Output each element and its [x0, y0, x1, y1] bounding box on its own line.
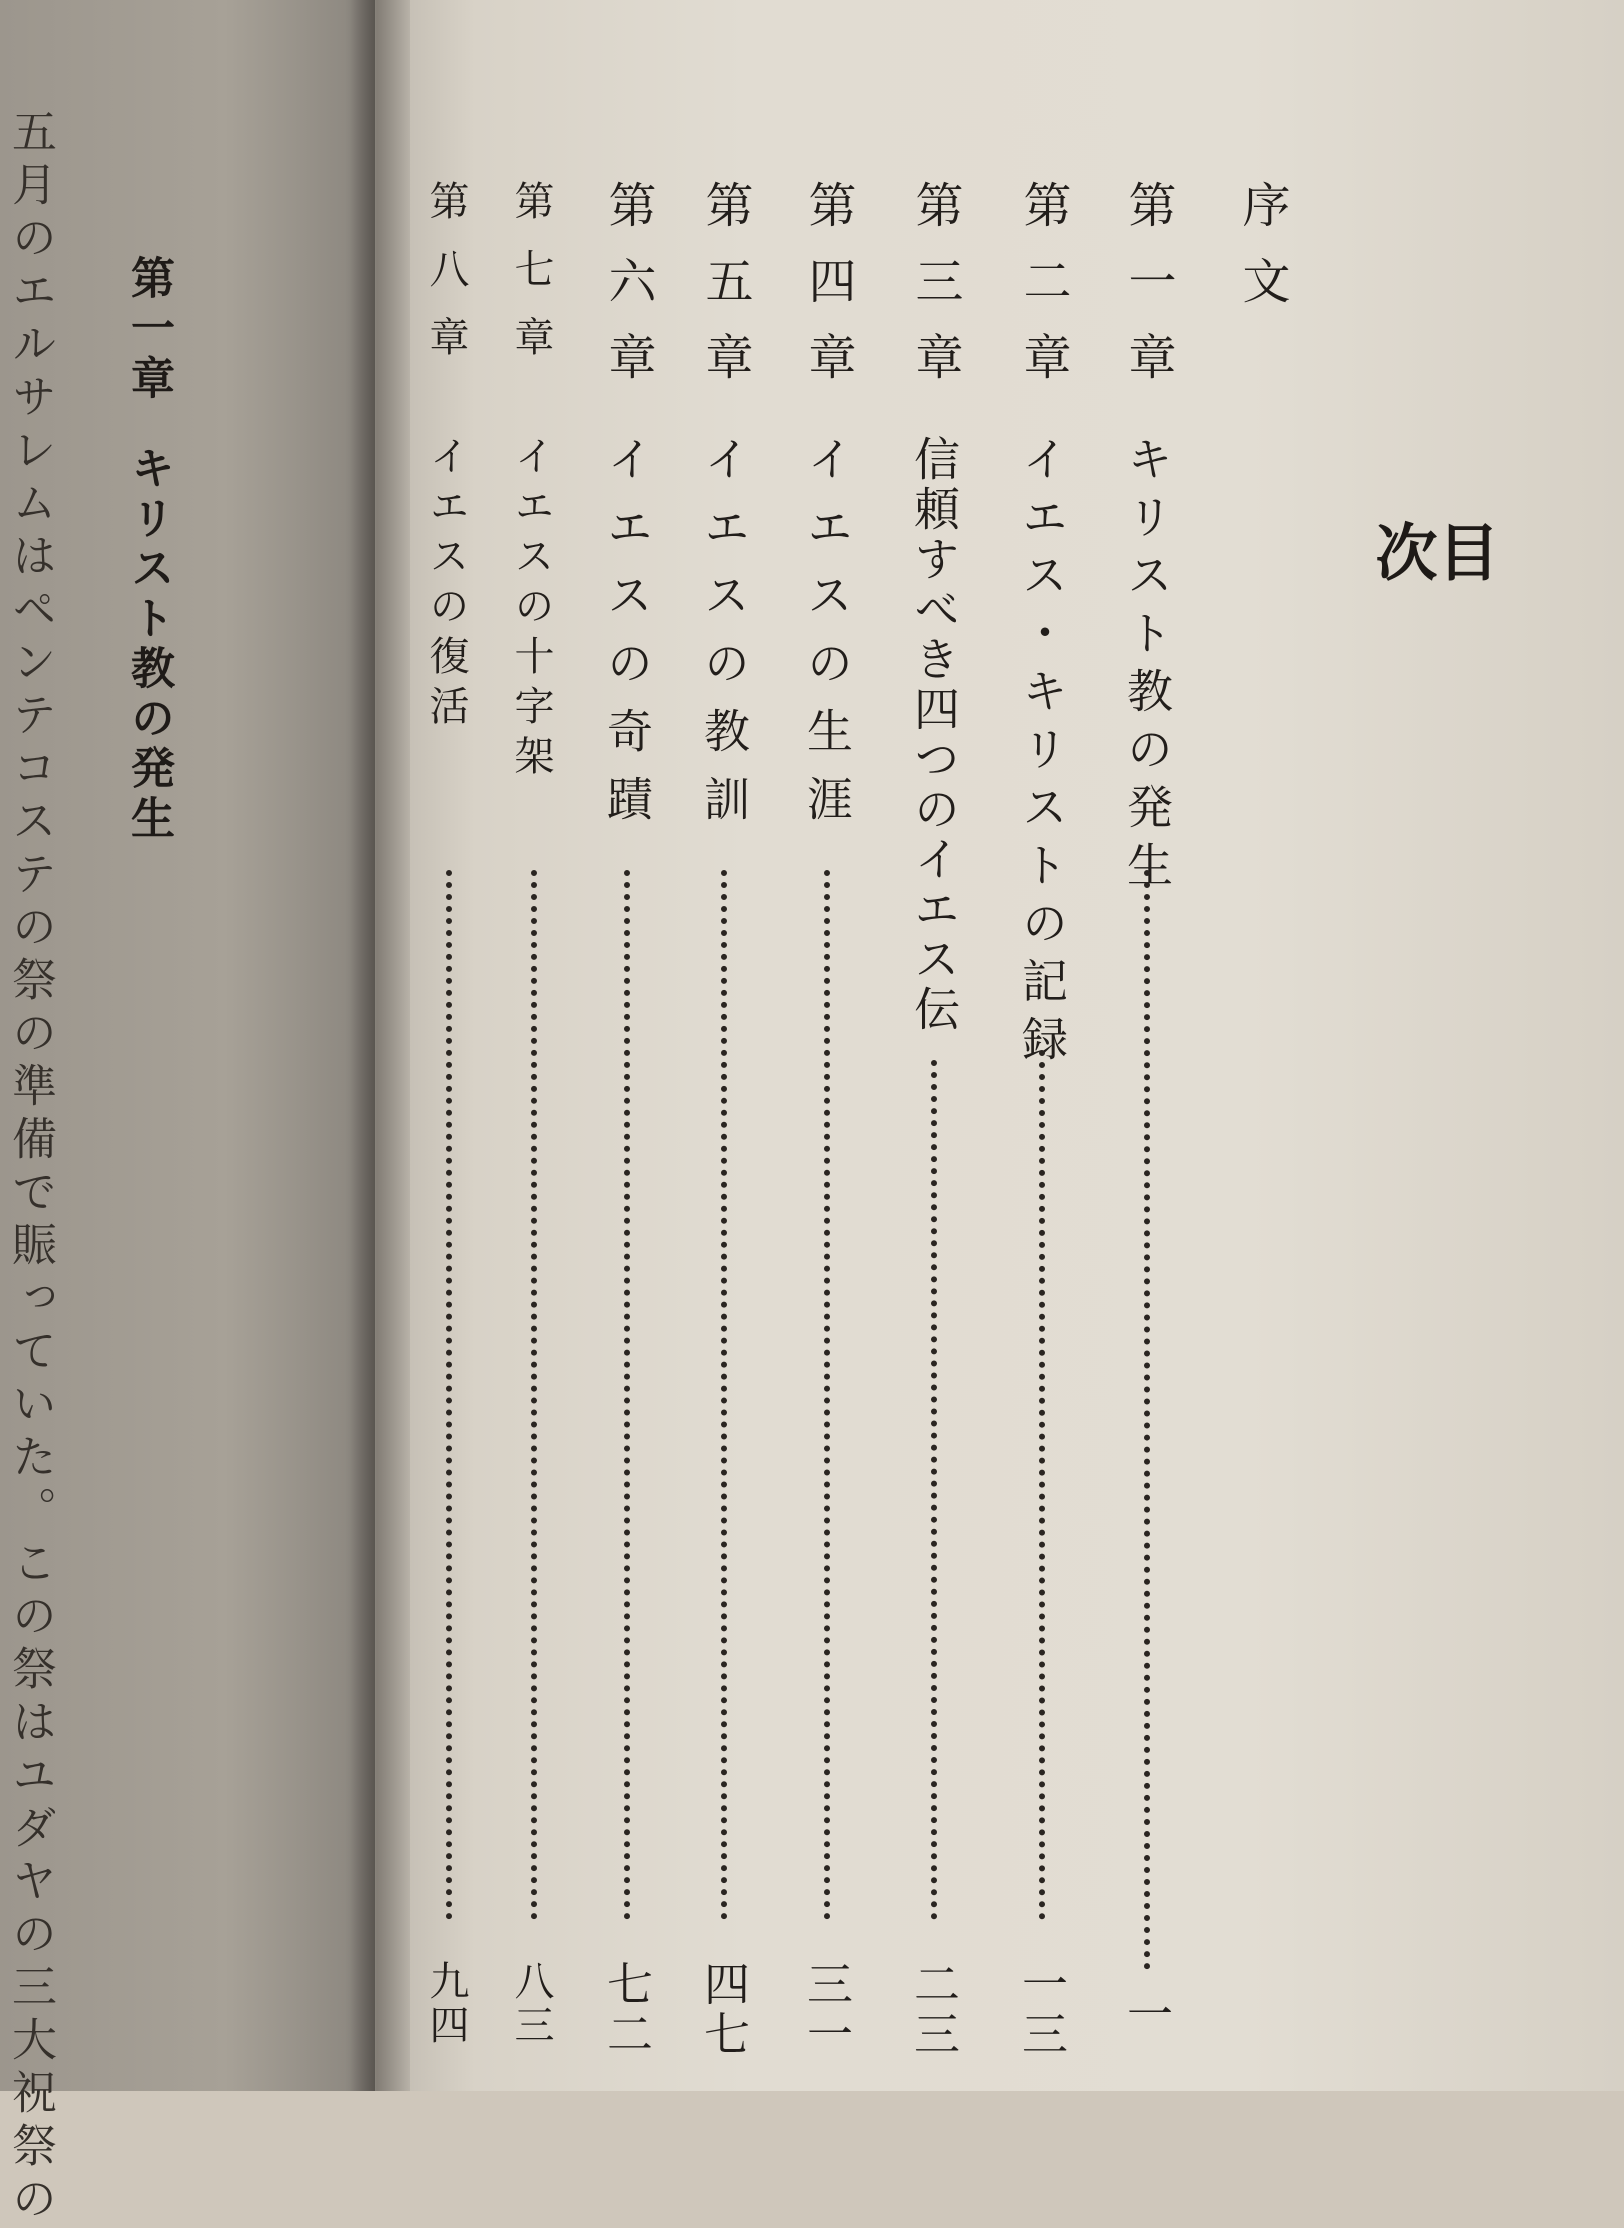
toc-entry-label: 第五章	[697, 180, 753, 408]
toc-entry-4[interactable]	[798, 180, 858, 2060]
toc-entry-title: イエスの教訓	[697, 435, 751, 843]
toc-entry-7[interactable]	[505, 180, 565, 2048]
book-gutter	[350, 0, 410, 2091]
toc-entry-5[interactable]	[695, 180, 755, 2060]
toc-entry-title: イエスの奇蹟	[600, 435, 654, 843]
toc-entry-6[interactable]	[598, 180, 658, 2060]
toc-entry-8[interactable]	[420, 180, 480, 2048]
toc-entry-label: 第四章	[800, 180, 856, 408]
toc-leader-dots	[624, 870, 630, 1920]
toc-entry-label: 第三章	[907, 180, 963, 408]
toc-leader-dots	[1144, 870, 1150, 1970]
toc-entry-page: 三一	[800, 1960, 854, 2060]
left-page-body-text: 五月のエルサレムはペンテコステの祭の準備で賑っていた。この祭はユダヤの三大祝祭の	[4, 108, 57, 2228]
toc-entry-page: 一三	[1015, 1960, 1069, 2060]
toc-leader-dots	[721, 870, 727, 1920]
toc-title-part2: 次	[1365, 520, 1438, 582]
toc-leader-dots	[446, 870, 452, 1920]
toc-entry-2[interactable]	[1013, 180, 1073, 2060]
toc-entry-page: 一	[1120, 1990, 1174, 2040]
toc-leader-dots	[1039, 1050, 1045, 1920]
toc-entry-title: イエスの十字架	[508, 435, 554, 785]
toc-entry-3[interactable]	[905, 180, 965, 2060]
toc-entry-label: 第二章	[1015, 180, 1071, 408]
toc-entry-label: 第七章	[508, 180, 554, 384]
toc-entry-title: キリスト教の発生	[1120, 435, 1174, 899]
toc-entry-page: 四七	[697, 1960, 751, 2060]
toc-title	[1365, 520, 1500, 812]
toc-preface-label: 序文	[1234, 180, 1290, 332]
toc-entry-title: 信頼すべき四つのイエス伝	[907, 435, 961, 1035]
toc-title-part1: 目	[1427, 520, 1500, 582]
toc-entry-1[interactable]	[1118, 180, 1178, 2040]
toc-leader-dots	[824, 870, 830, 1920]
toc-entry-title: イエス・キリストの記録	[1015, 435, 1069, 1073]
toc-entry-page: 八三	[508, 1960, 554, 2048]
toc-entry-title: イエスの生涯	[800, 435, 854, 843]
toc-entry-label: 第八章	[423, 180, 469, 384]
toc-entry-title: イエスの復活	[423, 435, 469, 735]
toc-entry-page: 二三	[907, 1960, 961, 2060]
left-chapter-title: キリスト教の発生	[123, 445, 174, 845]
toc-entry-page: 七二	[600, 1960, 654, 2060]
toc-leader-dots	[531, 870, 537, 1920]
left-chapter-label: 第一章	[123, 255, 174, 405]
left-page-chapter-heading	[123, 255, 174, 845]
toc-entry-page: 九四	[423, 1960, 469, 2048]
toc-entry-label: 第一章	[1120, 180, 1176, 408]
toc-preface[interactable]	[1232, 180, 1292, 1880]
toc-entry-label: 第六章	[600, 180, 656, 408]
toc-leader-dots	[931, 1060, 937, 1920]
